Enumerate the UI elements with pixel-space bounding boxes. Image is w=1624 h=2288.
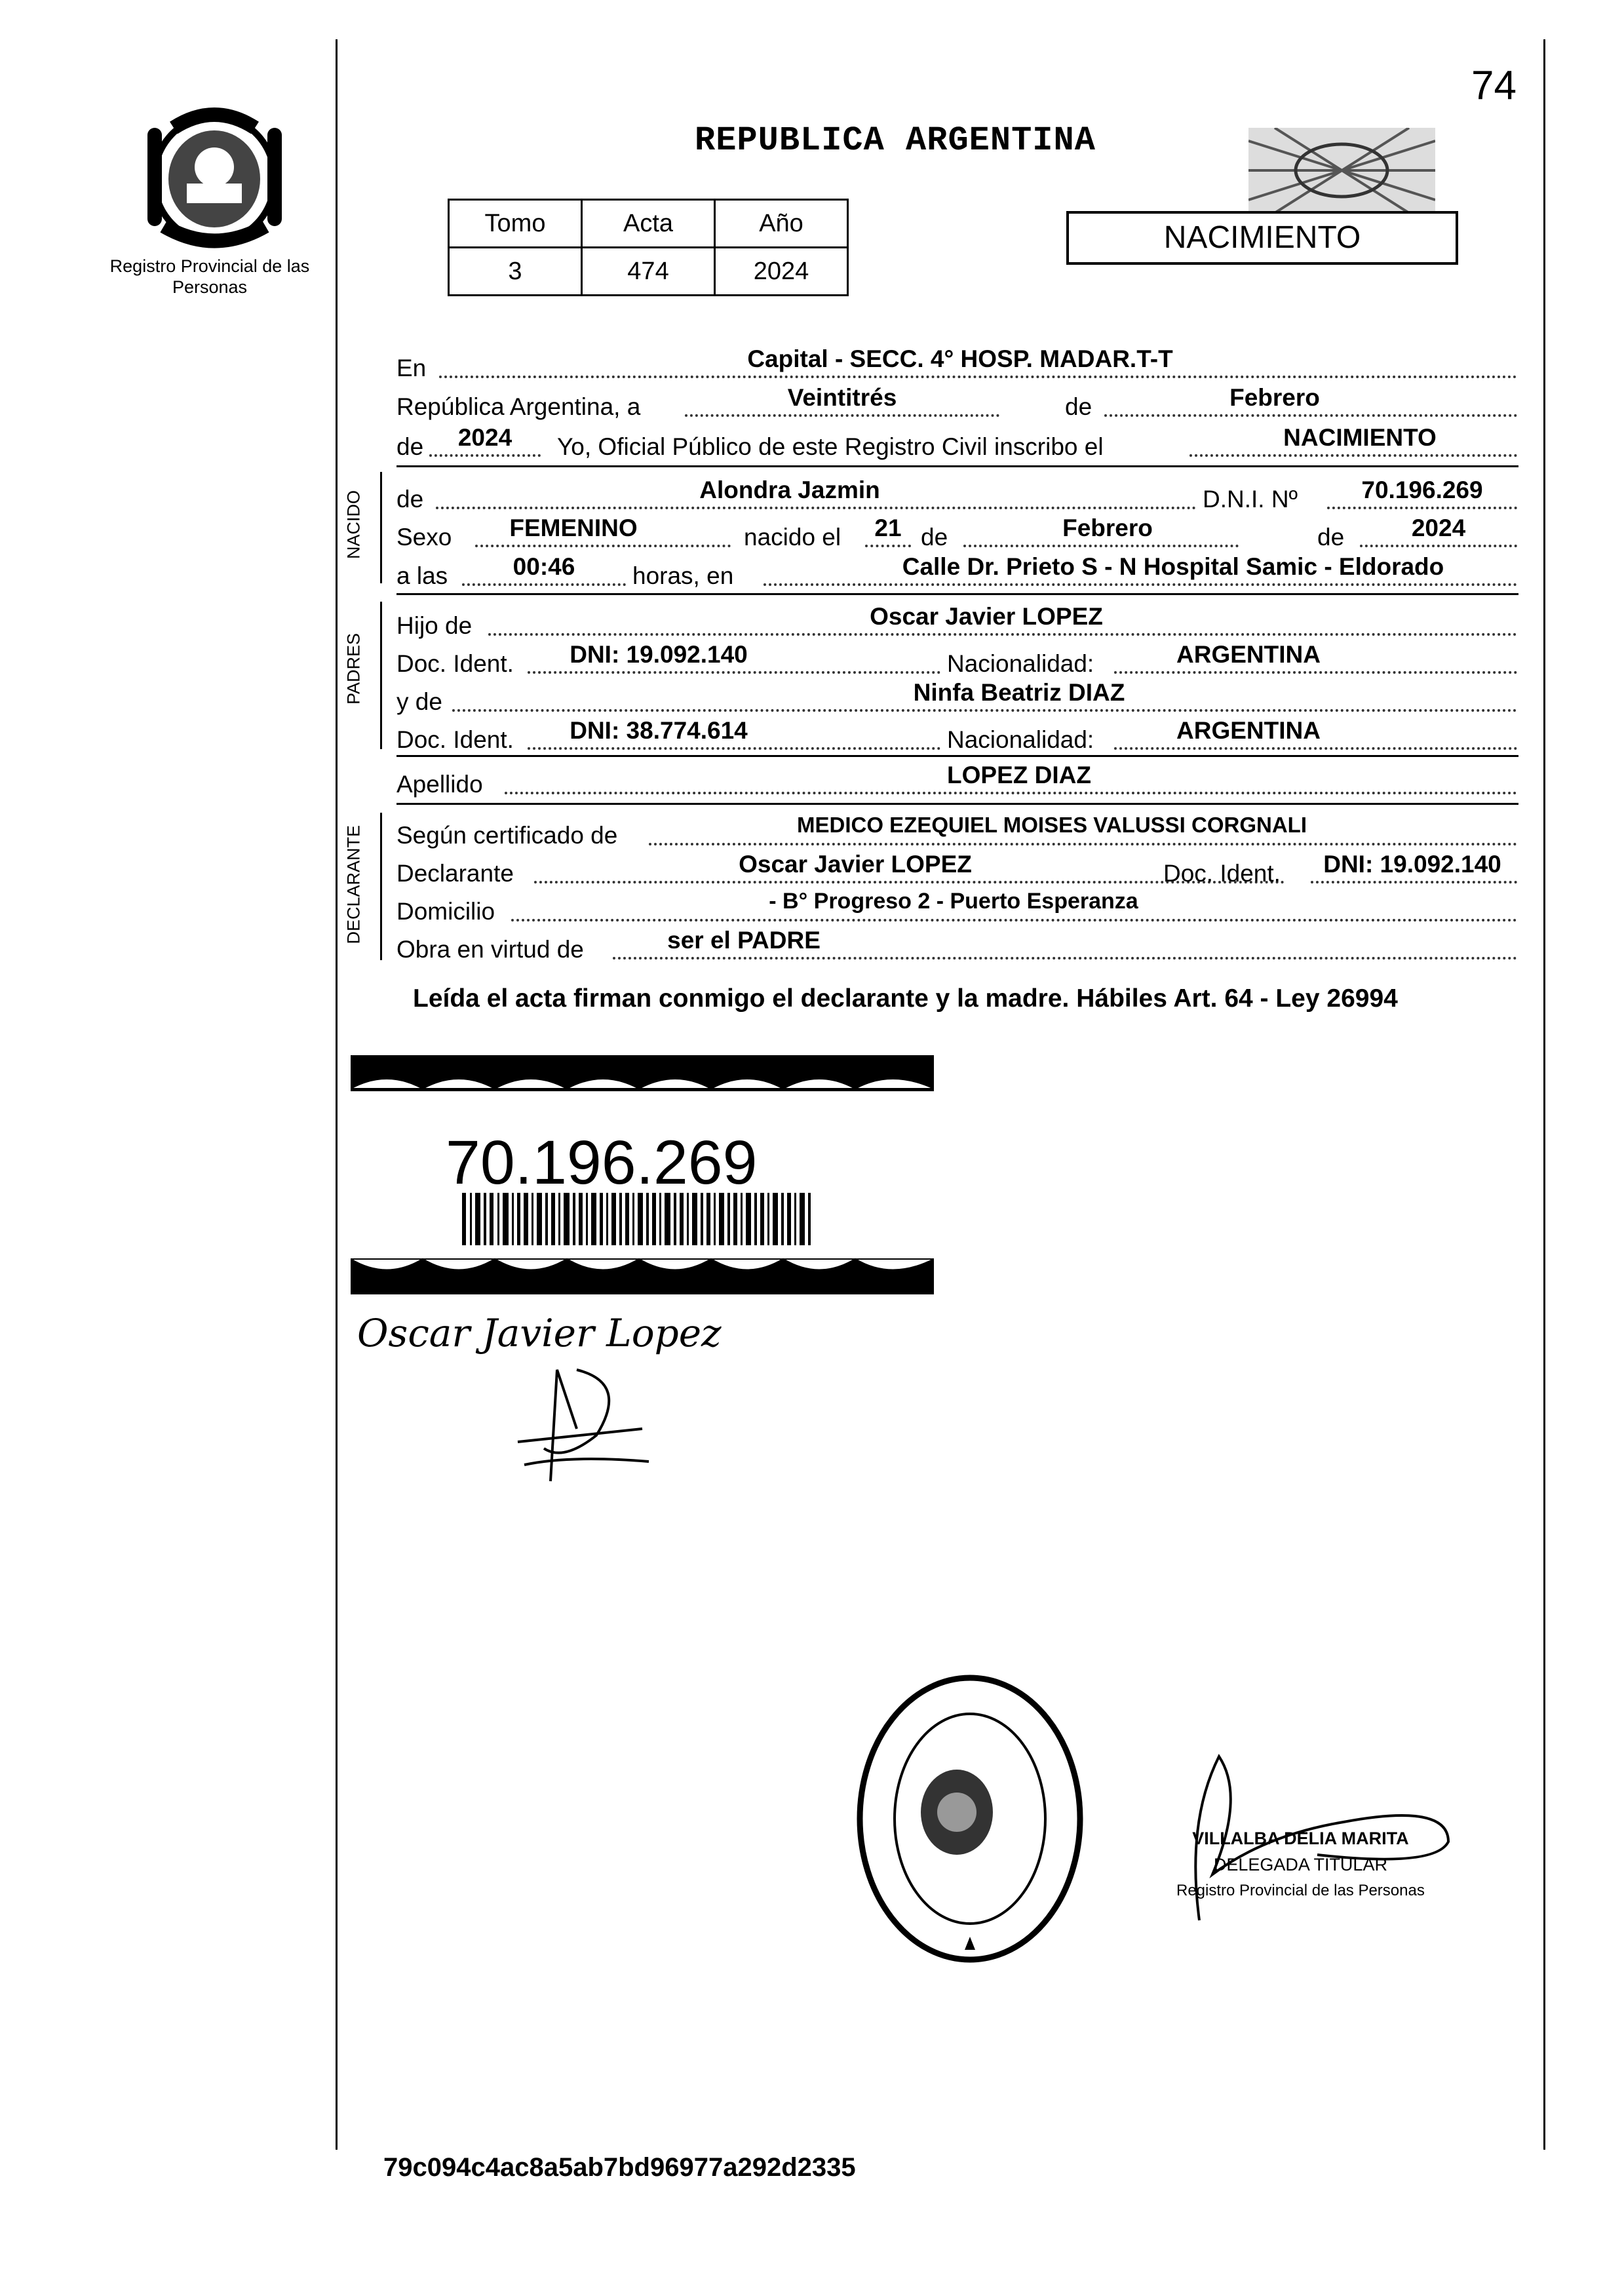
en-label: En bbox=[396, 355, 427, 381]
inscribo-label: Yo, Oficial Público de este Registro Civil inscribo el bbox=[557, 433, 1104, 460]
madre-name: Ninfa Beatriz DIAZ bbox=[913, 679, 1125, 706]
row-hora bbox=[396, 552, 1518, 589]
nacido-day: 21 bbox=[874, 514, 902, 541]
alas-label: a las bbox=[396, 562, 448, 589]
certificado-label: Según certificado de bbox=[396, 822, 618, 849]
official-name: VILLALBA DELIA MARITA bbox=[1192, 1829, 1409, 1848]
tomo-value: 3 bbox=[449, 248, 582, 296]
nacido-year-de-label: de bbox=[1317, 524, 1345, 551]
nacido-year: 2024 bbox=[1411, 514, 1466, 541]
child-dni: 70.196.269 bbox=[1361, 476, 1483, 503]
padre-name: Oscar Javier LOPEZ bbox=[870, 603, 1103, 630]
declarante-doc-label: Doc. Ident. bbox=[1163, 860, 1281, 887]
padres-bar bbox=[380, 602, 382, 749]
padre-doc: DNI: 19.092.140 bbox=[570, 641, 748, 668]
padre-nacionalidad: ARGENTINA bbox=[1176, 641, 1321, 668]
acta-value: 474 bbox=[582, 248, 715, 296]
apellido-label: Apellido bbox=[396, 771, 483, 798]
yde-label: y de bbox=[396, 688, 442, 715]
row-name bbox=[396, 475, 1518, 513]
padre-doc-label: Doc. Ident. bbox=[396, 650, 514, 677]
official-stamp-text bbox=[1176, 1825, 1425, 1904]
year-de-label: de bbox=[396, 433, 424, 460]
dni-label: D.N.I. Nº bbox=[1203, 486, 1298, 513]
padre-nac-label: Nacionalidad: bbox=[947, 650, 1094, 677]
lugar-value: Calle Dr. Prieto S - N Hospital Samic - Eldorado bbox=[902, 553, 1444, 580]
left-margin-line bbox=[336, 39, 338, 2150]
madre-nacionalidad: ARGENTINA bbox=[1176, 717, 1321, 744]
year-value: 2024 bbox=[457, 424, 512, 451]
declarante-doc: DNI: 19.092.140 bbox=[1323, 851, 1501, 878]
province-crest-logo bbox=[134, 102, 295, 252]
row-certificado bbox=[396, 811, 1518, 849]
anio-header: Año bbox=[715, 200, 848, 248]
name-de-label: de bbox=[396, 486, 424, 513]
document-title: REPUBLICA ARGENTINA bbox=[695, 121, 1096, 160]
horas-label: horas, en bbox=[632, 562, 734, 589]
declarante-bar bbox=[380, 813, 382, 960]
right-margin-line bbox=[1543, 39, 1545, 2150]
hora-value: 00:46 bbox=[512, 553, 575, 580]
hijo-label: Hijo de bbox=[396, 612, 473, 639]
security-hologram bbox=[1248, 128, 1435, 213]
row-en bbox=[396, 344, 1518, 381]
apellido-value: LOPEZ DIAZ bbox=[947, 762, 1091, 788]
row-padre-doc bbox=[396, 640, 1518, 677]
divider-3 bbox=[396, 755, 1518, 757]
page-number: 74 bbox=[1471, 63, 1517, 108]
row-madre bbox=[396, 678, 1518, 715]
official-office: Registro Provincial de las Personas bbox=[1176, 1882, 1425, 1899]
month-value: Febrero bbox=[1229, 384, 1320, 411]
declarante-label: Declarante bbox=[396, 860, 514, 887]
inscribo-value: NACIMIENTO bbox=[1283, 424, 1437, 451]
declarant-signature bbox=[478, 1357, 675, 1488]
nacido-de-label: de bbox=[921, 524, 948, 551]
row-declarante bbox=[396, 849, 1518, 887]
row-republica bbox=[396, 383, 1518, 420]
anio-value: 2024 bbox=[715, 248, 848, 296]
row-madre-doc bbox=[396, 716, 1518, 753]
domicilio-label: Domicilio bbox=[396, 898, 495, 925]
closing-text: Leída el acta firman conmigo el declarante y la madre. Hábiles Art. 64 - Ley 26994 bbox=[413, 984, 1398, 1013]
row-year bbox=[396, 423, 1518, 460]
sexo-value: FEMENINO bbox=[509, 514, 638, 541]
divider-2 bbox=[396, 593, 1518, 595]
row-sexo bbox=[396, 513, 1518, 551]
madre-nac-label: Nacionalidad: bbox=[947, 726, 1094, 753]
row-apellido bbox=[396, 760, 1518, 798]
row-hijo bbox=[396, 602, 1518, 639]
nacido-bar bbox=[380, 472, 382, 583]
en-value: Capital - SECC. 4° HOSP. MADAR.T-T bbox=[747, 345, 1173, 372]
row-obra bbox=[396, 925, 1518, 963]
obra-label: Obra en virtud de bbox=[396, 936, 584, 963]
madre-doc-label: Doc. Ident. bbox=[396, 726, 514, 753]
de-label: de bbox=[1065, 393, 1092, 420]
section-nacido: NACIDO bbox=[343, 490, 364, 560]
row-domicilio bbox=[396, 887, 1518, 925]
tomo-header: Tomo bbox=[449, 200, 582, 248]
act-table bbox=[448, 199, 849, 296]
official-title: DELEGADA TITULAR bbox=[1213, 1855, 1387, 1874]
obra-value: ser el PADRE bbox=[667, 927, 821, 954]
record-type-box: NACIMIENTO bbox=[1066, 211, 1458, 265]
acta-header: Acta bbox=[582, 200, 715, 248]
republica-label: República Argentina, a bbox=[396, 393, 641, 420]
domicilio-value: - B° Progreso 2 - Puerto Esperanza bbox=[769, 889, 1138, 914]
day-value: Veintitrés bbox=[787, 384, 897, 411]
nacido-month: Febrero bbox=[1062, 514, 1153, 541]
declarant-handwritten-name: Oscar Javier Lopez bbox=[357, 1311, 722, 1355]
child-name: Alondra Jazmin bbox=[699, 476, 880, 503]
official-stamp bbox=[852, 1668, 1088, 1969]
certificado-value: MEDICO EZEQUIEL MOISES VALUSSI CORGNALI bbox=[796, 813, 1307, 837]
madre-doc: DNI: 38.774.614 bbox=[570, 717, 748, 744]
section-padres: PADRES bbox=[343, 632, 364, 705]
nacido-label: nacido el bbox=[744, 524, 841, 551]
barcode-number: 70.196.269 bbox=[446, 1128, 758, 1197]
divider-1 bbox=[396, 465, 1518, 467]
sexo-label: Sexo bbox=[396, 524, 452, 551]
section-declarante: DECLARANTE bbox=[343, 824, 364, 944]
divider-4 bbox=[396, 803, 1518, 805]
declarante-value: Oscar Javier LOPEZ bbox=[739, 851, 972, 878]
organization-label: Registro Provincial de las Personas bbox=[109, 256, 310, 297]
document-hash: 79c094c4ac8a5ab7bd96977a292d2335 bbox=[383, 2153, 856, 2182]
